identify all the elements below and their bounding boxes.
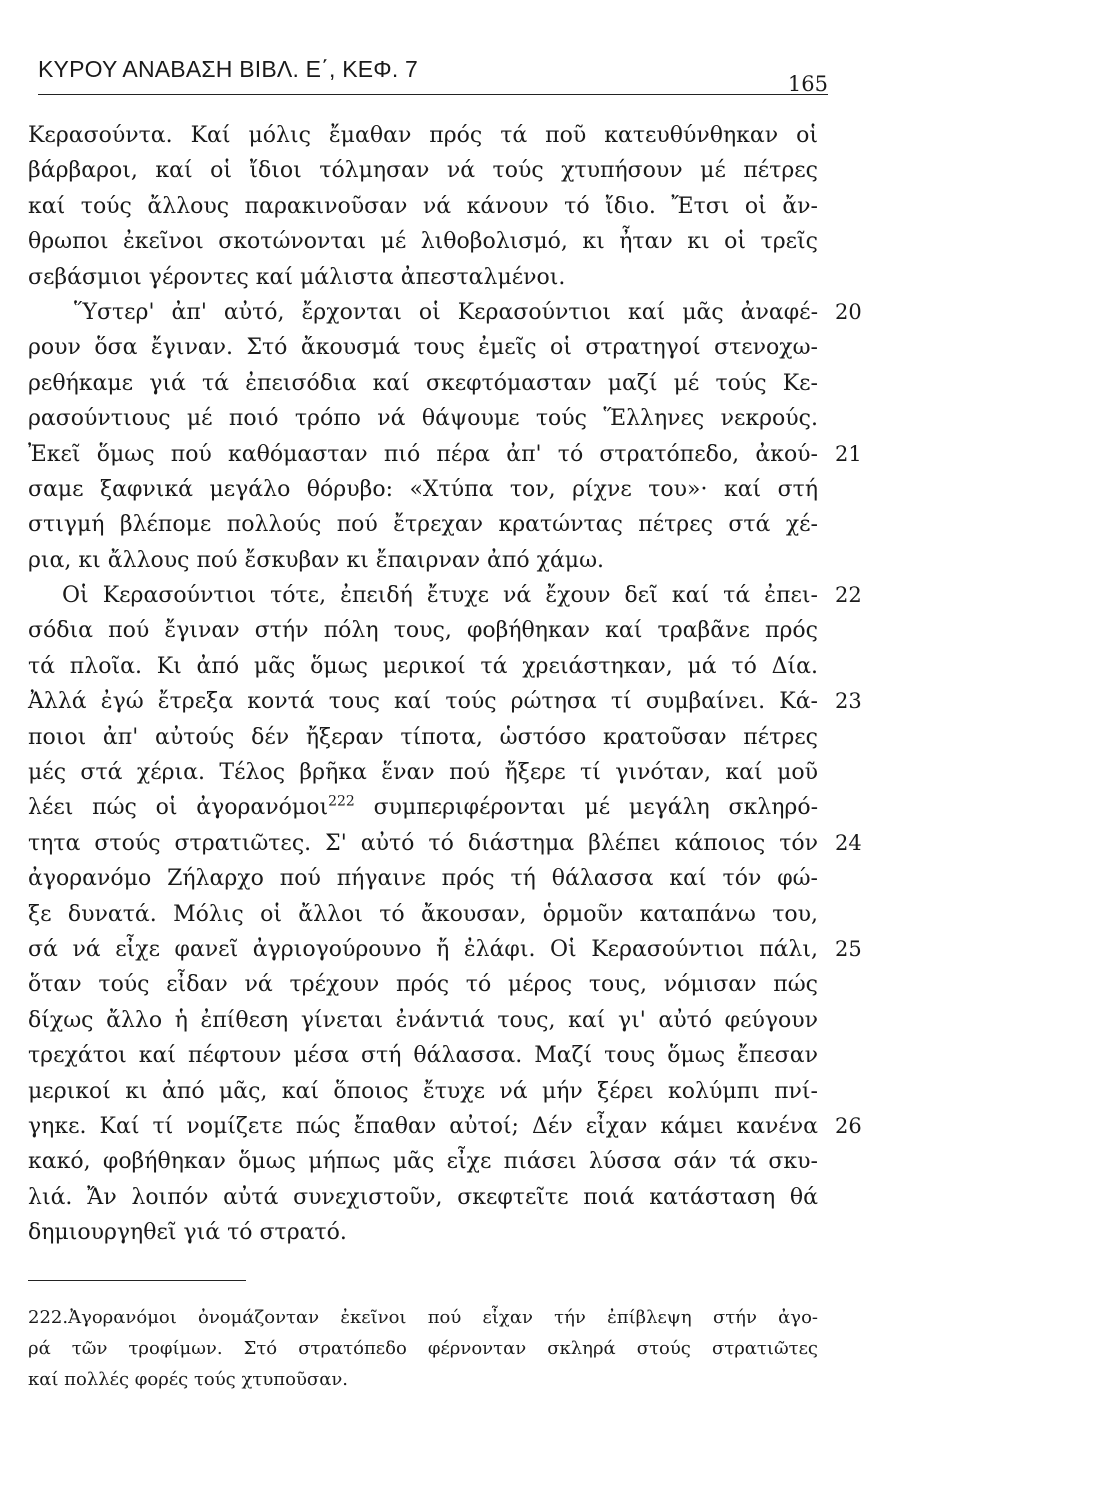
footnote	[28, 1302, 818, 1395]
text-line: ξε δυνατά. Μόλις οἱ ἄλλοι τό ἄκουσαν, ὁρμοῦν καταπάνω του,	[28, 901, 818, 927]
text-line: γηκε. Καί τί νομίζετε πώς ἔπαθαν αὐτοί; Δέν εἶχαν κάμει κανένα 26	[28, 1109, 818, 1144]
text-line: σόδια πού ἔγιναν στήν πόλη τους, φοβήθηκαν καί τραβᾶνε πρός	[28, 618, 818, 644]
text-line: λιά. Ἄν λοιπόν αὐτά συνεχιστοῦν, σκεφτεῖτε ποιά κατάσταση θά	[28, 1184, 818, 1210]
running-header	[38, 52, 828, 96]
page-number: 165	[787, 72, 828, 96]
section-number: 25	[835, 936, 862, 961]
text-line: ἀγορανόμο Ζήλαρχο πού πήγαινε πρός τή θάλασσα καί τόν φώ-	[28, 866, 818, 892]
text-line: Κερασούντα. Καί μόλις ἔμαθαν πρός τά ποῦ κατευθύνθηκαν οἱ	[28, 123, 818, 148]
section-number: 24	[835, 830, 862, 855]
text-line: λέει πώς οἱ ἀγορανόμοι$^{222}$ συμπεριφέρονται μέ μεγάλη σκληρό-	[28, 794, 818, 821]
text-line: δημιουργηθεῖ γιά τό στρατό.	[28, 1220, 347, 1246]
section-number: 23	[835, 689, 862, 714]
section-number: 20	[835, 299, 862, 324]
text-line: ρουν ὅσα ἔγιναν. Στό ἄκουσμά τους ἐμεῖς οἱ στρατηγοί στενοχω-	[28, 335, 818, 361]
footnote-reference[interactable]: 222	[328, 794, 355, 811]
main-text	[28, 118, 868, 1251]
text-line: ρεθήκαμε γιά τά ἐπεισόδια καί σκεφτόμασταν μαζί μέ τούς Κε-	[28, 370, 818, 396]
text-line: ὅταν τούς εἶδαν νά τρέχουν πρός τό μέρος τους, νόμισαν πώς	[28, 972, 818, 998]
footnote-rule	[28, 1280, 246, 1281]
text-line: καί τούς ἄλλους παρακινοῦσαν νά κάνουν τό ἴδιο. Ἔτσι οἱ ἄν-	[28, 193, 818, 219]
section-number: 21	[835, 441, 862, 466]
text-line: μερικοί κι ἀπό μᾶς, καί ὅποιος ἔτυχε νά μήν ξέρει κολύμπι πνί-	[28, 1078, 818, 1104]
footnote-line: καί πολλές φορές τούς χτυποῦσαν.	[28, 1369, 349, 1390]
text-line: Ἐκεῖ ὅμως πού καθόμασταν πιό πέρα ἀπ' τό στρατόπεδο, ἀκού- 21	[28, 437, 818, 472]
header-rule	[38, 94, 828, 95]
text-line: σά νά εἶχε φανεῖ ἀγριογούρουνο ἤ ἐλάφι. Οἱ Κερασούντιοι πάλι, 25	[28, 932, 818, 967]
text-line: σαμε ξαφνικά μεγάλο θόρυβο: «Χτύπα τον, ρίχνε του»· καί στή	[28, 476, 818, 502]
text-line: δίχως ἄλλο ἡ ἐπίθεση γίνεται ἐνάντιά τους, καί γι' αὐτό φεύγουν	[28, 1007, 818, 1033]
footnote-line: ρά τῶν τροφίμων. Στό στρατόπεδο φέρνονταν σκληρά στούς στρατιῶτες	[28, 1338, 818, 1359]
text-line: τητα στούς στρατιῶτες. Σ' αὐτό τό διάστημα βλέπει κάποιος τόν 24	[28, 826, 818, 861]
text-line: Οἱ Κερασούντιοι τότε, ἐπειδή ἔτυχε νά ἔχουν δεῖ καί τά ἐπει- 22	[28, 578, 818, 613]
text-line: ρασούντιους μέ ποιό τρόπο νά θάψουμε τούς Ἕλληνες νεκρούς.	[28, 406, 818, 432]
text-line: σεβάσμιοι γέροντες καί μάλιστα ἀπεσταλμένοι.	[28, 264, 566, 290]
text-line: θρωποι ἐκεῖνοι σκοτώνονται μέ λιθοβολισμό, κι ἦταν κι οἱ τρεῖς	[28, 229, 818, 255]
section-number: 22	[835, 583, 862, 608]
text-line: τρεχάτοι καί πέφτουν μέσα στή θάλασσα. Μαζί τους ὅμως ἔπεσαν	[28, 1043, 818, 1069]
section-number: 26	[835, 1113, 862, 1138]
text-line: βάρβαροι, καί οἱ ἴδιοι τόλμησαν νά τούς χτυπήσουν μέ πέτρες	[28, 158, 818, 184]
text-line: ποιοι ἀπ' αὐτούς δέν ἤξεραν τίποτα, ὡστόσο κρατοῦσαν πέτρες	[28, 724, 818, 750]
text-line: μές στά χέρια. Τέλος βρῆκα ἕναν πού ἤξερε τί γινόταν, καί μοῦ	[28, 760, 818, 786]
text-line: ρια, κι ἄλλους πού ἔσκυβαν κι ἔπαιρναν ἀπό χάμω.	[28, 547, 605, 573]
running-title: ΚΥΡΟΥ ΑΝΑΒΑΣΗ ΒΙΒΛ. Ε΄, ΚΕΦ. 7	[38, 56, 419, 82]
footnote-line: 222.Ἀγορανόμοι ὀνομάζονταν ἐκεῖνοι πού εἶχαν τήν ἐπίβλεψη στήν ἀγο-	[28, 1307, 818, 1328]
text-line: Ἀλλά ἐγώ ἔτρεξα κοντά τους καί τούς ρώτησα τί συμβαίνει. Κά- 23	[28, 684, 818, 719]
text-line: στιγμή βλέπομε πολλούς πού ἔτρεχαν κρατώντας πέτρες στά χέ-	[28, 512, 818, 538]
text-line: κακό, φοβήθηκαν ὅμως μήπως μᾶς εἶχε πιάσει λύσσα σάν τά σκυ-	[28, 1149, 818, 1175]
text-line: Ὕστερ' ἀπ' αὐτό, ἔρχονται οἱ Κερασούντιοι καί μᾶς ἀναφέ- 20	[28, 295, 818, 330]
text-line: τά πλοῖα. Κι ἀπό μᾶς ὅμως μερικοί τά χρειάστηκαν, μά τό Δία.	[28, 653, 818, 679]
